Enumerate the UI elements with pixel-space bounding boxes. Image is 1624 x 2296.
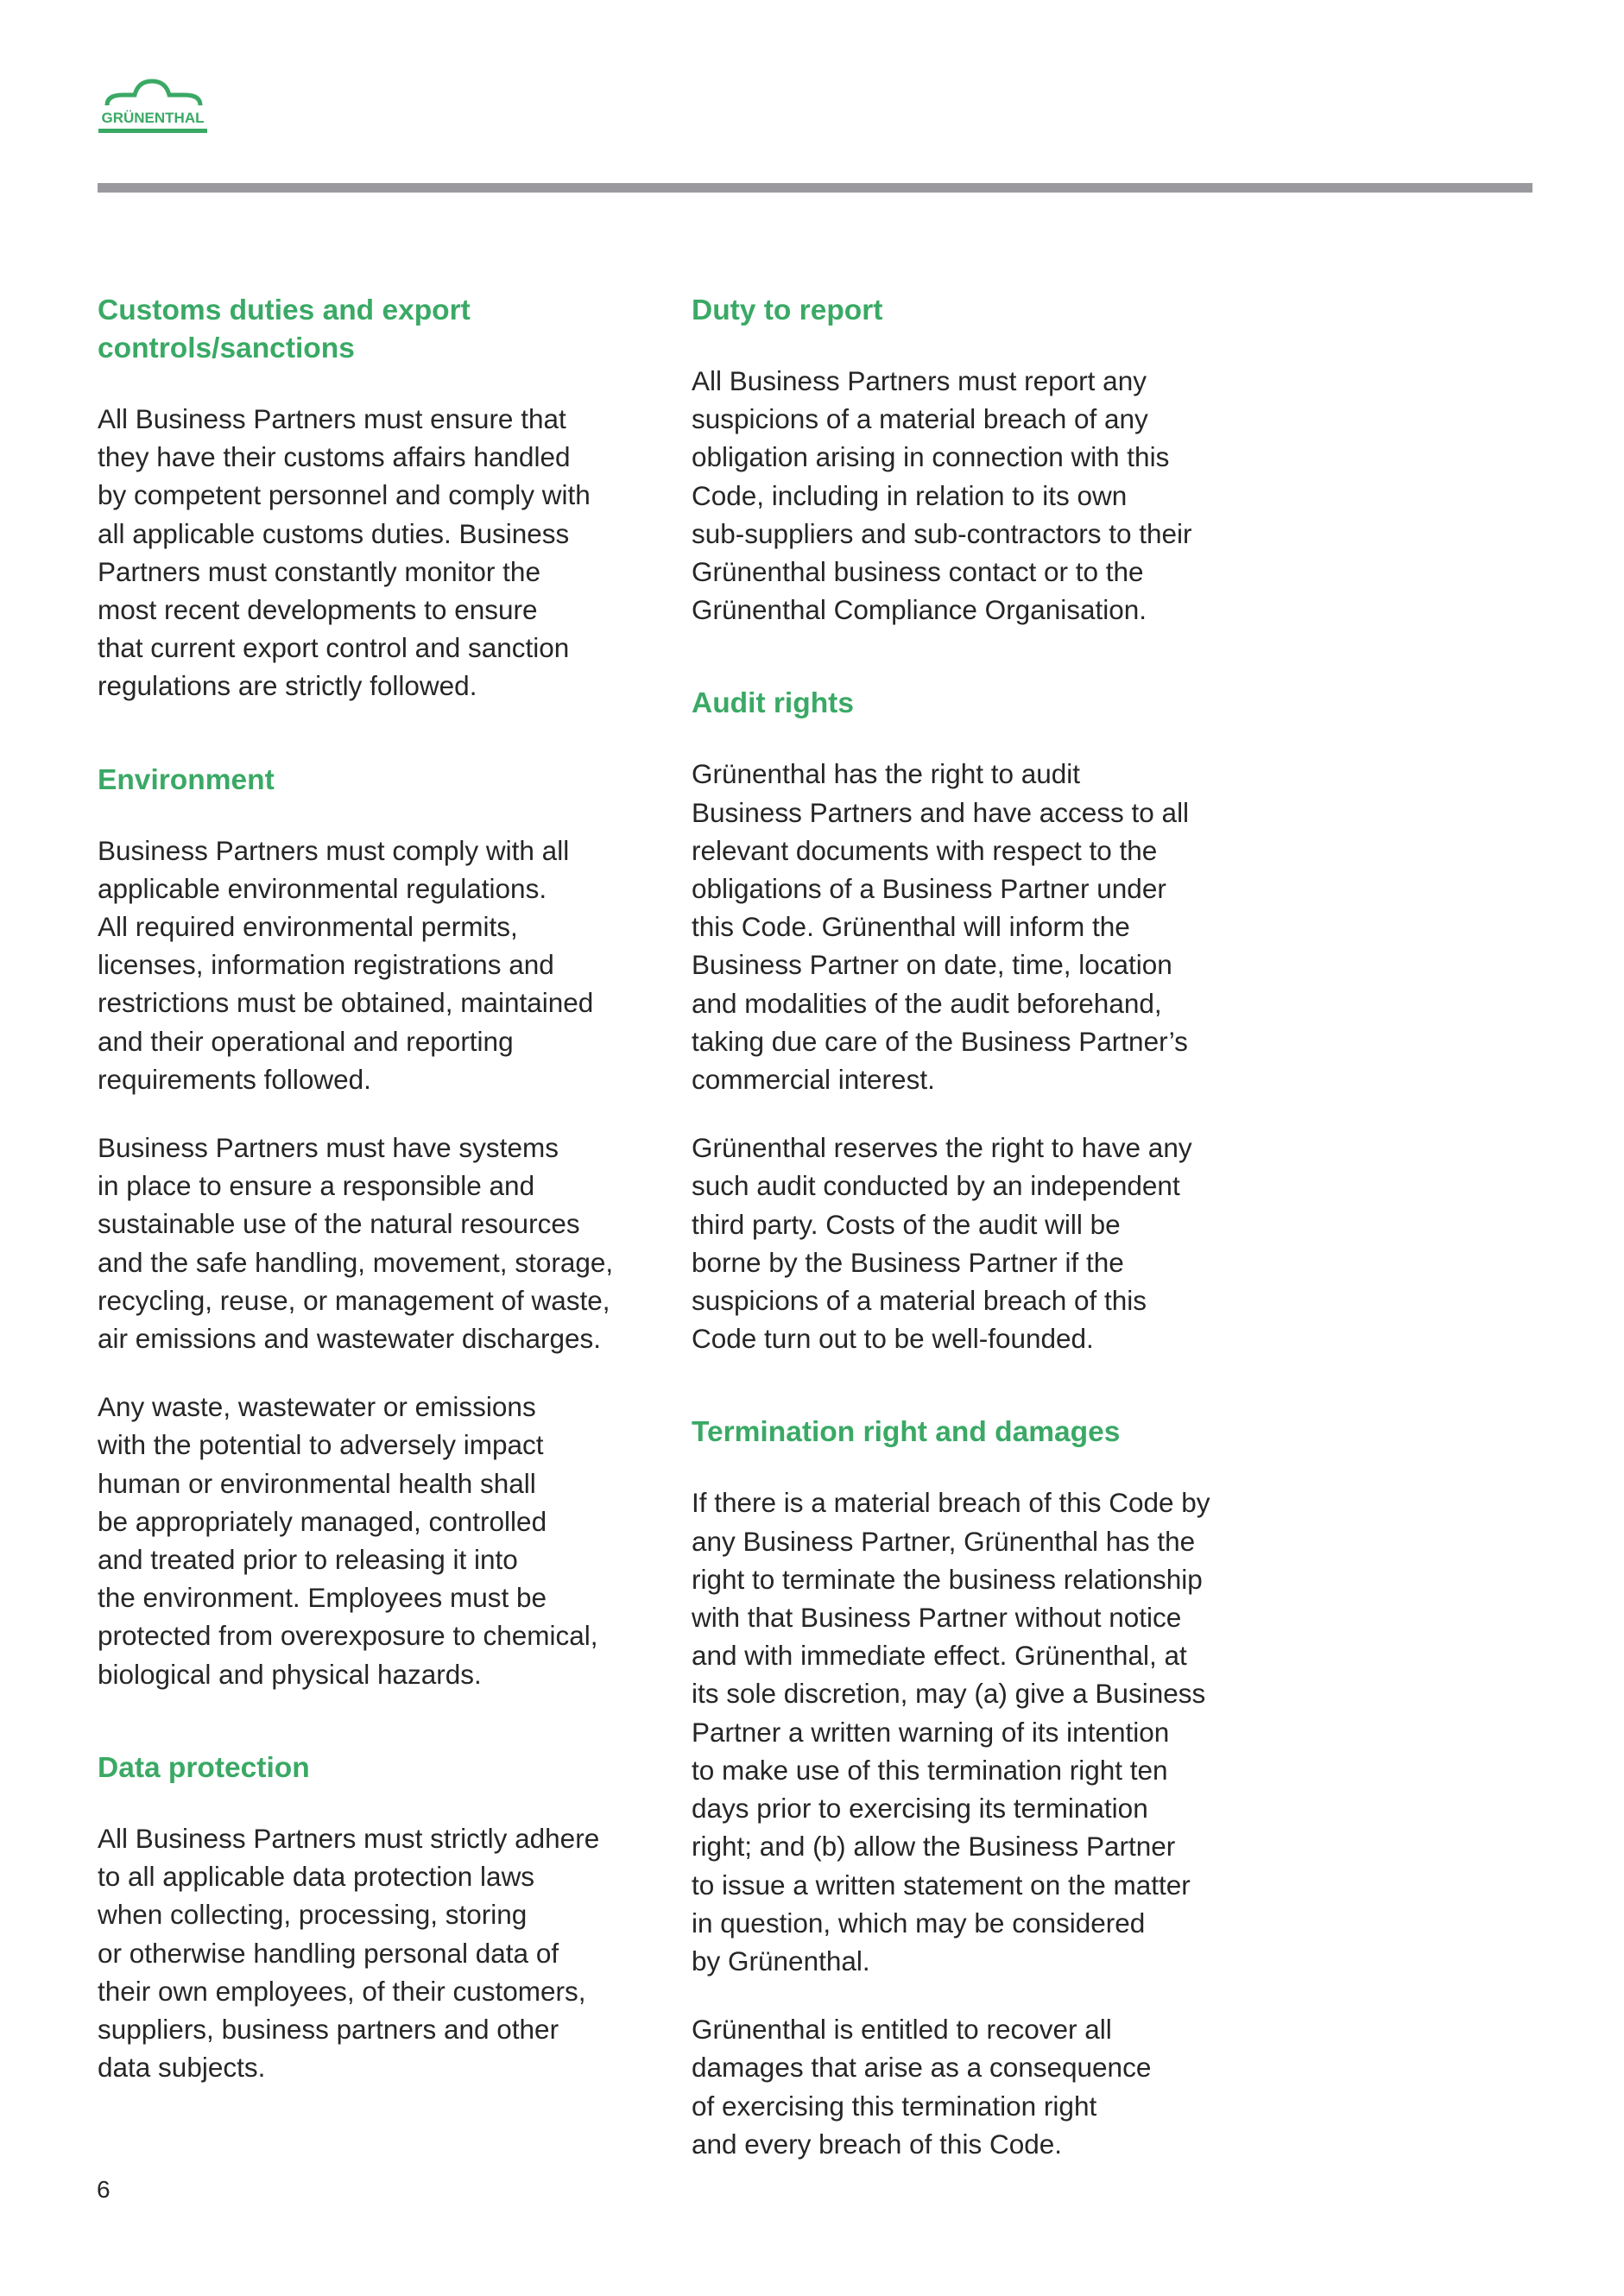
- page-number: 6: [97, 2176, 111, 2203]
- section-paragraph: Grünenthal is entitled to recover all damages that arise as a consequence of exercising this termination right and every breach of this Code.: [692, 2014, 1152, 2160]
- section-paragraph: All Business Partners must ensure that they have their customs affairs handled by competent personnel and comply with all applicable customs duties. Business Partners must constantly monitor the most recent developments to ensure that current export control and sanction regulations are strictly followed.: [98, 403, 591, 702]
- section-paragraph: All Business Partners must strictly adhere to all applicable data protection laws when collecting, processing, storing or otherwise handling personal data of their own employees, of their customers, suppliers, business partners and other data subjects.: [98, 1822, 600, 2084]
- right-column: [692, 292, 1253, 2193]
- section-paragraph: All Business Partners must report any suspicions of a material breach of any obligation arising in connection with this Code, including in relation to its own sub-suppliers and sub-contractors to their Grünenthal business contact or to the Grünenthal Compliance Organisation.: [692, 365, 1192, 626]
- section-audit-rights: [692, 685, 1253, 1357]
- section-heading: Customs duties and export controls/sanctions: [98, 294, 471, 364]
- section-paragraph: Business Partners must have systems in place to ensure a responsible and sustainable use of the natural resources and the safe handling, movement, storage, recycling, reuse, or management of waste, air emissions and wastewater discharges.: [98, 1132, 614, 1355]
- section-paragraph: If there is a material breach of this Code by any Business Partner, Grünenthal has the right to terminate the business relationship with that Business Partner without notice and with immediate effect. Grünenthal, at its sole discretion, may (a) give a Business Partner a written warning of its intention to make use of this termination right ten days prior to exercising its termination right; and (b) allow the Business Partner to issue a written statement on the matter in question, which may be considered by Grünenthal.: [692, 1487, 1210, 1977]
- section-data-protection: [98, 1749, 650, 2086]
- gruenenthal-logo-mark: [97, 74, 209, 138]
- section-duty-to-report: [692, 292, 1253, 629]
- section-heading: Data protection: [98, 1751, 310, 1784]
- section-heading: Termination right and damages: [692, 1416, 1121, 1449]
- gruenenthal-logo: [97, 74, 209, 138]
- section-paragraph: Any waste, wastewater or emissions with the potential to adversely impact human or environmental health shall be appropriately managed, controlled and treated prior to releasing it into the environment. Employees must be protected from overexposure to chemical, biological and physical hazards.: [98, 1391, 598, 1690]
- section-heading: Environment: [98, 763, 275, 796]
- section-paragraph: Grünenthal has the right to audit Business Partners and have access to all relevant documents with respect to the obligations of a Business Partner under this Code. Grünenthal will inform the Business Partner on date, time, location and modalities of the audit beforehand, taking due care of the Business Partner’s commercial interest.: [692, 758, 1190, 1096]
- section-heading: Audit rights: [692, 687, 854, 720]
- section-termination: [692, 1414, 1253, 2162]
- left-column: [98, 292, 650, 2116]
- section-heading: Duty to report: [692, 294, 883, 326]
- section-paragraph: Grünenthal reserves the right to have any such audit conducted by an independent third party. Costs of the audit will be borne by the Business Partner if the suspicions of a material breach of this Code turn out to be well-founded.: [692, 1132, 1192, 1355]
- logo-wordmark: GRÜNENTHAL: [101, 110, 205, 126]
- header-divider: [98, 183, 1532, 193]
- section-environment: [98, 762, 650, 1693]
- section-customs: [98, 292, 650, 705]
- section-paragraph: Business Partners must comply with all applicable environmental regulations. All required environmental permits, licenses, information registrations and restrictions must be obtained, maintained and their operational and reporting requirements followed.: [98, 834, 594, 1095]
